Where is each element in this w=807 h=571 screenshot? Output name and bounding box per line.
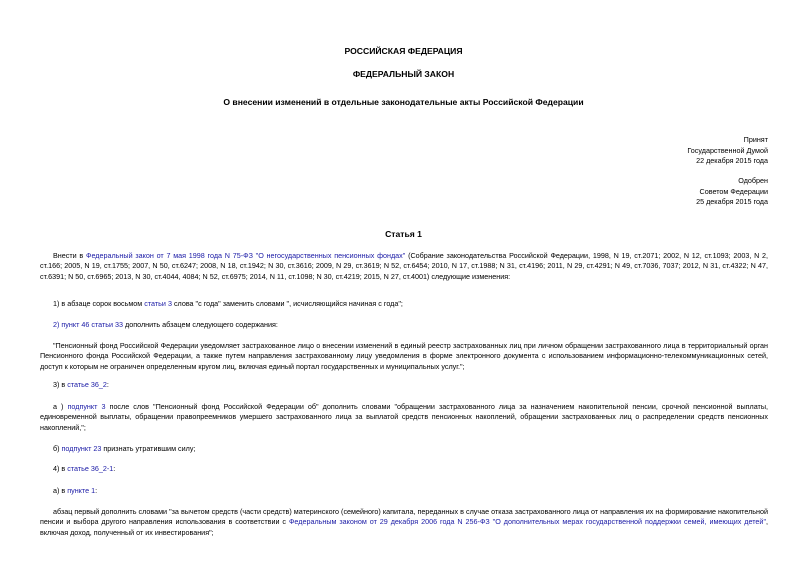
item-4a: а) в пункте 1: — [53, 486, 98, 495]
law-type-heading: ФЕДЕРАЛЬНЫЙ ЗАКОН — [352, 69, 455, 79]
adopted-line-2: Государственной Думой — [687, 145, 768, 155]
article-36-2-link[interactable]: статье 36_2 — [67, 380, 107, 389]
approved-line-1: Одобрен — [738, 176, 768, 185]
approved-line-2: Советом Федерации — [699, 186, 768, 196]
law-title: О внесении изменений в отдельные законодательные акты Российской Федерации — [223, 97, 584, 107]
approval-block — [696, 176, 768, 208]
article-36-2-1-link[interactable]: статье 36_2-1 — [67, 464, 114, 473]
fz-75-link[interactable]: Федеральный закон от 7 мая 1998 года N 75-ФЗ "О негосударственных пенсионных фондах" — [86, 251, 406, 260]
subitem-23-link[interactable]: подпункт 23 — [61, 444, 102, 453]
country-heading: РОССИЙСКАЯ ФЕДЕРАЦИЯ — [344, 46, 463, 56]
approved-line-3: 25 декабря 2015 года — [696, 197, 768, 207]
item-1: 1) в абзаце сорок восьмом статьи 3 слова "с года" заменить словами ", исчисляющийся начиная с года"; — [53, 299, 403, 308]
article-heading: Статья 1 — [385, 229, 422, 239]
item-3a: а ) подпункт 3 после слов "Пенсионный фонд Российской Федерации об" дополнить словами "обращении застрахованного лица за назначением накопительной пенсии, срочной пенсионной выплаты, единовременной выплаты, обращении правопреемников умершего застрахованного лица за выплатой средств пенсионных накоплений, обращении застрахованных лиц о распределении средств пенсионных накоплений,"; — [40, 402, 768, 432]
item-4: 4) в статье 36_2-1: — [53, 464, 116, 473]
article-3-link[interactable]: статьи 3 — [144, 299, 172, 308]
subitem-3-link[interactable]: подпункт 3 — [67, 402, 106, 411]
item-3b: б) подпункт 23 признать утратившим силу; — [53, 444, 196, 453]
item-2: 2) пункт 46 статьи 33 дополнить абзацем следующего содержания: — [53, 320, 278, 329]
item-3: 3) в статье 36_2: — [53, 380, 109, 389]
item-2-quote: "Пенсионный фонд Российской Федерации уведомляет застрахованное лицо о внесении изменений в единый реестр застрахованных лиц при личном обращении застрахованного лица в территориальный орган Пенсионного фонда Российской Федерации, а также путем направления застрахованному лицу уведомления в форме электронного документа с использованием информационно-телекоммуникационных сетей, доступ к которым не ограничен определенным кругом лиц, включая единый портал государственных и муниципальных услуг."; — [40, 341, 768, 371]
article-intro: Внести в Федеральный закон от 7 мая 1998 года N 75-ФЗ "О негосударственных пенсионных фондах" (Собрание законодательства Российской Федерации, 1998, N 19, ст.2071; 2002, N 12, ст.1093; 2003, N 2, ст.166; 2005, N 19, ст.1755; 2007, N 50, ст.6247; 2008, N 18, ст.1942; N 30, ст.3616; 2009, N 29, ст.3619; N 52, ст.6454; 2010, N 17, ст.1988; N 31, ст.4196; 2011, N 29, ст.4291; N 49, ст.7036, 7037; 2012, N 31, ст.4322; N 47, ст.6391; N 50, ст.6965; 2013, N 30, ст.4044, 4084; N 52, ст.6975; 2014, N 11, ст.1098; N 30, ст.4219; 2015, N 27, ст.4001) следующие изменения: — [40, 251, 769, 281]
point-1-link[interactable]: пункте 1 — [67, 486, 96, 495]
item-46-article-33-link[interactable]: 2) пункт 46 статьи 33 — [53, 320, 124, 329]
item-4a-text: абзац первый дополнить словами "за вычетом средств (части средств) материнского (семейного) капитала, переданных в случае отказа застрахованного лица от направления их на формирование накопительной пенсии и выбора другого направления использования в соответствии с Федеральным законом от 29 декабря 2006 года N 256-ФЗ "О дополнительных мерах государственной поддержки семей, имеющих детей", включая доход, полученный от их инвестирования"; — [40, 507, 769, 537]
adopted-line-1: Принят — [743, 135, 768, 144]
adoption-block — [687, 135, 768, 167]
fz-256-link[interactable]: Федеральным законом от 29 декабря 2006 года N 256-ФЗ "О дополнительных мерах государственной поддержки семей, имеющих детей" — [288, 517, 767, 527]
adopted-line-3: 22 декабря 2015 года — [696, 156, 768, 166]
